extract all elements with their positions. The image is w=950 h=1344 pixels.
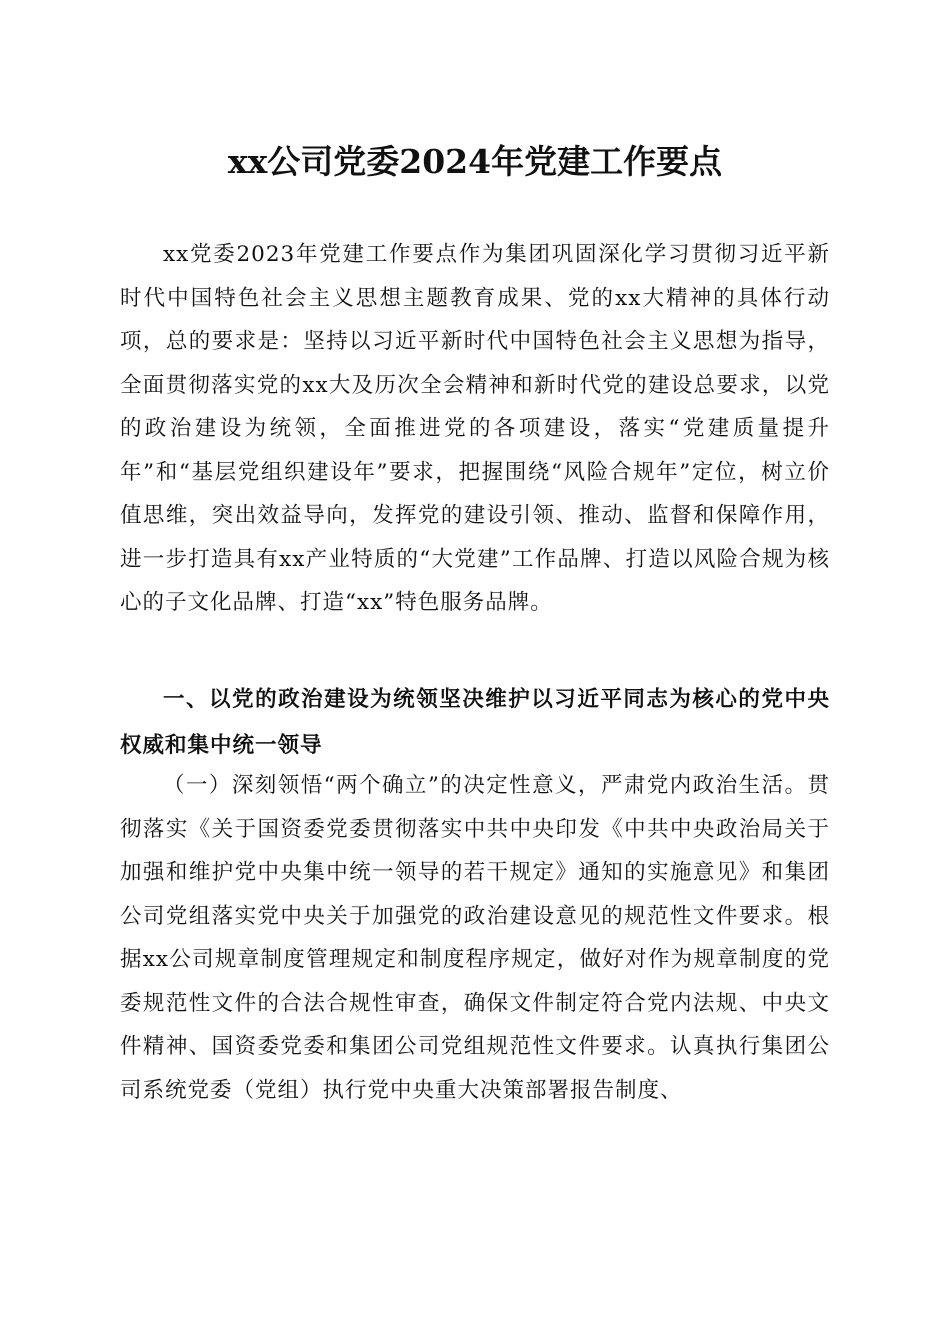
- subsection-paragraph: （一）深刻领悟“两个确立”的决定性意义，严肃党内政治生活。贯彻落实《关于国资委党委贯彻落实中共中央印发《中共中央政治局关于加强和维护党中央集中统一领导的若干规定》通知的实施意见》和集团公司党组落实党中央关于加强党的政治建设意见的规范性文件要求。根据xx公司规章制度管理规定和制度程序规定，做好对作为规章制度的党委规范性文件的合法合规性审查，确保文件制定符合党内法规、中央文件精神、国资委党委和集团公司党组规范性文件要求。认真执行集团公司系统党委（党组）执行党中央重大决策部署报告制度、: [120, 773, 830, 1103]
- document-title: xx公司党委2024年党建工作要点: [227, 142, 723, 181]
- intro-paragraph: xx党委2023年党建工作要点作为集团巩固深化学习贯彻习近平新时代中国特色社会主义思想主题教育成果、党的xx大精神的具体行动项，总的要求是：坚持以习近平新时代中国特色社会主义思想为指导，全面贯彻落实党的xx大及历次全会精神和新时代党的建设总要求，以党的政治建设为统领，全面推进党的各项建设，落实“党建质量提升年”和“基层党组织建设年”要求，把握围绕“风险合规年”定位，树立价值思维，突出效益导向，发挥党的建设引领、推动、监督和保障作用，进一步打造具有xx产业特质的“大党建”工作品牌、打造以风险合规为核心的子文化品牌、打造“xx”特色服务品牌。: [120, 242, 830, 615]
- section-heading: 一、以党的政治建设为统领坚决维护以习近平同志为核心的党中央权威和集中统一领导: [120, 687, 830, 758]
